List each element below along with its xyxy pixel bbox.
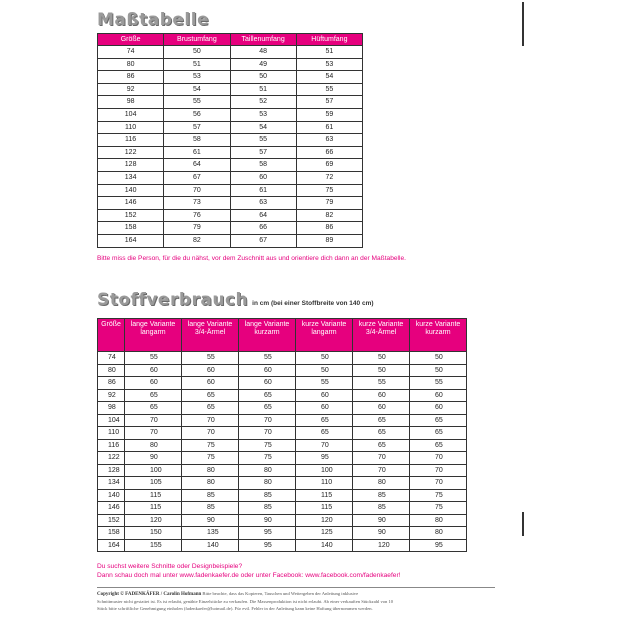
table-cell: 80 bbox=[239, 464, 296, 477]
table-cell: 60 bbox=[239, 377, 296, 390]
table-cell: 55 bbox=[239, 352, 296, 365]
table-cell: 140 bbox=[296, 539, 353, 552]
table-cell: 69 bbox=[296, 159, 362, 172]
fabric-header-line-1: lange Variante bbox=[187, 321, 233, 328]
table-cell: 53 bbox=[296, 58, 362, 71]
table-cell: 120 bbox=[125, 514, 182, 527]
fabric-header-line-2: 3/4-Ärmel bbox=[194, 328, 226, 336]
table-cell: 60 bbox=[296, 389, 353, 402]
table-cell: 65 bbox=[410, 427, 467, 440]
table-cell: 98 bbox=[98, 402, 125, 415]
table-cell: 158 bbox=[98, 527, 125, 540]
table-cell: 55 bbox=[296, 377, 353, 390]
fabric-header-line-2: kurzarm bbox=[254, 328, 280, 336]
table-row bbox=[98, 452, 467, 465]
table-cell: 90 bbox=[125, 452, 182, 465]
table-cell: 70 bbox=[125, 414, 182, 427]
table-cell: 76 bbox=[164, 209, 230, 222]
fabric-header-line-2: langarm bbox=[311, 328, 337, 336]
table-cell: 152 bbox=[98, 514, 125, 527]
fabric-table-header bbox=[125, 319, 182, 352]
table-cell: 75 bbox=[182, 452, 239, 465]
table-row bbox=[98, 108, 363, 121]
table-cell: 82 bbox=[296, 209, 362, 222]
table-cell: 104 bbox=[98, 414, 125, 427]
table-cell: 54 bbox=[164, 83, 230, 96]
table-cell: 60 bbox=[353, 389, 410, 402]
table-cell: 164 bbox=[98, 234, 164, 247]
table-cell: 115 bbox=[296, 489, 353, 502]
fabric-table-subtitle: in cm (bei einer Stoffbreite von 140 cm) bbox=[252, 300, 374, 307]
table-cell: 80 bbox=[98, 364, 125, 377]
table-cell: 104 bbox=[98, 108, 164, 121]
table-row bbox=[98, 527, 467, 540]
footer-text bbox=[97, 591, 497, 612]
table-cell: 58 bbox=[164, 134, 230, 147]
fabric-table-header bbox=[353, 319, 410, 352]
table-cell: 75 bbox=[410, 489, 467, 502]
table-cell: 80 bbox=[182, 464, 239, 477]
table-cell: 55 bbox=[230, 134, 296, 147]
table-cell: 70 bbox=[164, 184, 230, 197]
table-cell: 85 bbox=[239, 502, 296, 515]
size-table-header: Größe bbox=[98, 34, 164, 46]
table-cell: 60 bbox=[296, 402, 353, 415]
table-cell: 90 bbox=[353, 514, 410, 527]
table-cell: 116 bbox=[98, 439, 125, 452]
table-cell: 110 bbox=[98, 427, 125, 440]
table-cell: 74 bbox=[98, 46, 164, 59]
table-row bbox=[98, 96, 363, 109]
fabric-table-title: Stoffverbrauch in cm (bei einer Stoffbreite von 140 cm) bbox=[97, 290, 374, 310]
table-cell: 70 bbox=[182, 427, 239, 440]
table-cell: 55 bbox=[164, 96, 230, 109]
table-cell: 59 bbox=[296, 108, 362, 121]
table-row bbox=[98, 477, 467, 490]
fabric-table-header bbox=[296, 319, 353, 352]
table-cell: 140 bbox=[182, 539, 239, 552]
size-table-note: Bitte miss die Person, für die du nähst, vor dem Zuschnitt aus und orientiere dich dann an der Maßtabelle. bbox=[97, 255, 406, 262]
table-cell: 57 bbox=[164, 121, 230, 134]
table-cell: 60 bbox=[182, 364, 239, 377]
footer-divider bbox=[97, 587, 495, 588]
fabric-note-2: Dann schau doch mal unter www.fadenkaefer.de oder unter Facebook: www.facebook.com/fadenkaefer! bbox=[97, 572, 401, 579]
table-cell: 65 bbox=[296, 414, 353, 427]
table-cell: 65 bbox=[410, 439, 467, 452]
table-cell: 70 bbox=[239, 414, 296, 427]
table-cell: 55 bbox=[125, 352, 182, 365]
table-cell: 146 bbox=[98, 197, 164, 210]
table-row bbox=[98, 464, 467, 477]
table-row bbox=[98, 427, 467, 440]
table-row bbox=[98, 514, 467, 527]
table-cell: 134 bbox=[98, 477, 125, 490]
table-cell: 50 bbox=[353, 352, 410, 365]
fabric-header-line-1: lange Variante bbox=[244, 321, 290, 328]
table-cell: 70 bbox=[410, 464, 467, 477]
fabric-header-line-2: kurzarm bbox=[425, 328, 451, 336]
table-cell: 80 bbox=[98, 58, 164, 71]
table-cell: 67 bbox=[230, 234, 296, 247]
table-cell: 70 bbox=[239, 427, 296, 440]
table-cell: 122 bbox=[98, 452, 125, 465]
table-cell: 85 bbox=[182, 489, 239, 502]
fabric-note-1: Du suchst weitere Schnitte oder Designbeispiele? bbox=[97, 563, 243, 570]
table-cell: 95 bbox=[239, 527, 296, 540]
table-row bbox=[98, 414, 467, 427]
fabric-header-line-1: lange Variante bbox=[130, 321, 176, 328]
table-cell: 70 bbox=[410, 477, 467, 490]
fabric-header-line-1: kurze Variante bbox=[301, 321, 347, 328]
table-cell: 92 bbox=[98, 83, 164, 96]
table-cell: 79 bbox=[296, 197, 362, 210]
table-cell: 65 bbox=[353, 427, 410, 440]
table-cell: 50 bbox=[410, 352, 467, 365]
table-row bbox=[98, 71, 363, 84]
fabric-header-line-1: Größe bbox=[101, 321, 121, 328]
table-cell: 54 bbox=[296, 71, 362, 84]
footer-line-3: Stück bitte schriftliche Genehmigung einholen (fadenkaefer@hotmail.de). Für evtl. Fehler in der Anleitung kann keine Haftung übernommen werden. bbox=[97, 605, 373, 611]
table-row bbox=[98, 377, 467, 390]
table-cell: 73 bbox=[164, 197, 230, 210]
table-cell: 70 bbox=[296, 439, 353, 452]
table-cell: 95 bbox=[296, 452, 353, 465]
table-cell: 53 bbox=[230, 108, 296, 121]
table-cell: 51 bbox=[164, 58, 230, 71]
table-cell: 61 bbox=[230, 184, 296, 197]
fabric-table-header bbox=[239, 319, 296, 352]
table-cell: 49 bbox=[230, 58, 296, 71]
table-cell: 50 bbox=[353, 364, 410, 377]
table-cell: 86 bbox=[98, 377, 125, 390]
table-cell: 70 bbox=[353, 464, 410, 477]
table-cell: 65 bbox=[239, 389, 296, 402]
table-cell: 61 bbox=[164, 146, 230, 159]
table-cell: 146 bbox=[98, 502, 125, 515]
size-table-header: Brustumfang bbox=[164, 34, 230, 46]
table-row bbox=[98, 134, 363, 147]
table-cell: 50 bbox=[230, 71, 296, 84]
table-row bbox=[98, 489, 467, 502]
table-cell: 55 bbox=[353, 377, 410, 390]
table-cell: 52 bbox=[230, 96, 296, 109]
table-cell: 55 bbox=[296, 83, 362, 96]
scrollbar-bottom[interactable] bbox=[522, 512, 524, 536]
table-cell: 80 bbox=[353, 477, 410, 490]
table-cell: 75 bbox=[239, 439, 296, 452]
table-cell: 64 bbox=[164, 159, 230, 172]
table-cell: 150 bbox=[125, 527, 182, 540]
table-cell: 54 bbox=[230, 121, 296, 134]
fabric-header-line-2: langarm bbox=[140, 328, 166, 336]
table-cell: 128 bbox=[98, 464, 125, 477]
table-cell: 56 bbox=[164, 108, 230, 121]
table-cell: 95 bbox=[410, 539, 467, 552]
table-cell: 48 bbox=[230, 46, 296, 59]
table-cell: 90 bbox=[353, 527, 410, 540]
table-cell: 140 bbox=[98, 489, 125, 502]
table-cell: 92 bbox=[98, 389, 125, 402]
fabric-header-line-1: kurze Variante bbox=[415, 321, 461, 328]
table-cell: 65 bbox=[125, 389, 182, 402]
table-row bbox=[98, 146, 363, 159]
table-cell: 120 bbox=[296, 514, 353, 527]
scrollbar-top[interactable] bbox=[522, 2, 524, 46]
table-cell: 98 bbox=[98, 96, 164, 109]
table-cell: 80 bbox=[125, 439, 182, 452]
table-cell: 67 bbox=[164, 171, 230, 184]
table-cell: 63 bbox=[230, 197, 296, 210]
table-cell: 65 bbox=[239, 402, 296, 415]
table-cell: 85 bbox=[353, 489, 410, 502]
table-cell: 122 bbox=[98, 146, 164, 159]
table-cell: 65 bbox=[182, 389, 239, 402]
table-cell: 60 bbox=[410, 402, 467, 415]
table-cell: 80 bbox=[182, 477, 239, 490]
table-row bbox=[98, 58, 363, 71]
table-cell: 50 bbox=[410, 364, 467, 377]
table-cell: 51 bbox=[230, 83, 296, 96]
table-cell: 65 bbox=[353, 414, 410, 427]
table-cell: 65 bbox=[296, 427, 353, 440]
table-cell: 60 bbox=[410, 389, 467, 402]
table-cell: 100 bbox=[125, 464, 182, 477]
fabric-header-line-1: kurze Variante bbox=[358, 321, 404, 328]
fabric-table-header bbox=[98, 319, 125, 352]
table-cell: 60 bbox=[182, 377, 239, 390]
table-cell: 50 bbox=[296, 352, 353, 365]
table-cell: 110 bbox=[98, 121, 164, 134]
table-cell: 115 bbox=[125, 502, 182, 515]
table-row bbox=[98, 234, 363, 247]
size-table-header: Taillenumfang bbox=[230, 34, 296, 46]
size-table-header: Hüftumfang bbox=[296, 34, 362, 46]
table-cell: 155 bbox=[125, 539, 182, 552]
table-cell: 95 bbox=[239, 539, 296, 552]
table-cell: 140 bbox=[98, 184, 164, 197]
table-cell: 105 bbox=[125, 477, 182, 490]
table-cell: 51 bbox=[296, 46, 362, 59]
table-cell: 55 bbox=[182, 352, 239, 365]
table-cell: 65 bbox=[182, 402, 239, 415]
table-row bbox=[98, 539, 467, 552]
table-cell: 58 bbox=[230, 159, 296, 172]
table-cell: 70 bbox=[353, 452, 410, 465]
table-cell: 57 bbox=[230, 146, 296, 159]
table-row bbox=[98, 171, 363, 184]
table-row bbox=[98, 159, 363, 172]
table-row bbox=[98, 46, 363, 59]
table-cell: 75 bbox=[410, 502, 467, 515]
size-table bbox=[97, 33, 363, 248]
table-cell: 72 bbox=[296, 171, 362, 184]
table-cell: 60 bbox=[125, 377, 182, 390]
size-table-title: Maßtabelle bbox=[97, 10, 210, 30]
table-cell: 152 bbox=[98, 209, 164, 222]
table-row bbox=[98, 402, 467, 415]
table-cell: 60 bbox=[125, 364, 182, 377]
table-cell: 79 bbox=[164, 222, 230, 235]
fabric-table-header bbox=[182, 319, 239, 352]
table-cell: 110 bbox=[296, 477, 353, 490]
table-row bbox=[98, 502, 467, 515]
table-row bbox=[98, 389, 467, 402]
table-cell: 53 bbox=[164, 71, 230, 84]
table-cell: 74 bbox=[98, 352, 125, 365]
table-cell: 57 bbox=[296, 96, 362, 109]
table-cell: 60 bbox=[239, 364, 296, 377]
fabric-table-header bbox=[410, 319, 467, 352]
table-cell: 115 bbox=[125, 489, 182, 502]
table-row bbox=[98, 184, 363, 197]
table-cell: 50 bbox=[164, 46, 230, 59]
table-cell: 85 bbox=[239, 489, 296, 502]
table-cell: 63 bbox=[296, 134, 362, 147]
table-cell: 90 bbox=[182, 514, 239, 527]
table-cell: 82 bbox=[164, 234, 230, 247]
table-row bbox=[98, 121, 363, 134]
table-cell: 85 bbox=[182, 502, 239, 515]
footer-copyright: Copyright © FADENKÄFER / Carolin Hofmann bbox=[97, 592, 202, 597]
table-cell: 75 bbox=[239, 452, 296, 465]
table-row bbox=[98, 352, 467, 365]
footer-line-1: Bitte beachte, dass das Kopieren, Tauschen und Weitergeben der Anleitung inklusive bbox=[202, 591, 359, 596]
table-cell: 86 bbox=[296, 222, 362, 235]
table-row bbox=[98, 209, 363, 222]
table-cell: 80 bbox=[410, 514, 467, 527]
table-row bbox=[98, 439, 467, 452]
table-cell: 164 bbox=[98, 539, 125, 552]
table-cell: 90 bbox=[239, 514, 296, 527]
table-cell: 85 bbox=[353, 502, 410, 515]
table-cell: 86 bbox=[98, 71, 164, 84]
table-cell: 65 bbox=[353, 439, 410, 452]
table-cell: 100 bbox=[296, 464, 353, 477]
table-row bbox=[98, 364, 467, 377]
table-cell: 50 bbox=[296, 364, 353, 377]
table-row bbox=[98, 83, 363, 96]
table-cell: 61 bbox=[296, 121, 362, 134]
table-cell: 128 bbox=[98, 159, 164, 172]
table-cell: 80 bbox=[239, 477, 296, 490]
table-row bbox=[98, 197, 363, 210]
table-cell: 55 bbox=[410, 377, 467, 390]
table-cell: 135 bbox=[182, 527, 239, 540]
table-cell: 66 bbox=[230, 222, 296, 235]
table-cell: 60 bbox=[230, 171, 296, 184]
table-cell: 70 bbox=[182, 414, 239, 427]
fabric-table bbox=[97, 318, 467, 552]
table-cell: 70 bbox=[410, 452, 467, 465]
table-cell: 120 bbox=[353, 539, 410, 552]
table-cell: 64 bbox=[230, 209, 296, 222]
table-cell: 89 bbox=[296, 234, 362, 247]
table-cell: 75 bbox=[182, 439, 239, 452]
table-row bbox=[98, 222, 363, 235]
table-cell: 134 bbox=[98, 171, 164, 184]
footer-line-2: Schnittmuster nicht gestattet ist. Es ist erlaubt, genähte Einzelstücke zu verkaufen. Die Massenproduktion ist nicht erlaubt. Ab einer verkauften Stückzahl von 10 bbox=[97, 598, 394, 604]
table-cell: 116 bbox=[98, 134, 164, 147]
table-cell: 75 bbox=[296, 184, 362, 197]
table-cell: 65 bbox=[125, 402, 182, 415]
table-cell: 125 bbox=[296, 527, 353, 540]
table-cell: 70 bbox=[125, 427, 182, 440]
table-cell: 158 bbox=[98, 222, 164, 235]
table-cell: 80 bbox=[410, 527, 467, 540]
fabric-header-line-2: 3/4-Ärmel bbox=[365, 328, 397, 336]
table-cell: 65 bbox=[410, 414, 467, 427]
table-cell: 115 bbox=[296, 502, 353, 515]
table-cell: 60 bbox=[353, 402, 410, 415]
table-cell: 66 bbox=[296, 146, 362, 159]
